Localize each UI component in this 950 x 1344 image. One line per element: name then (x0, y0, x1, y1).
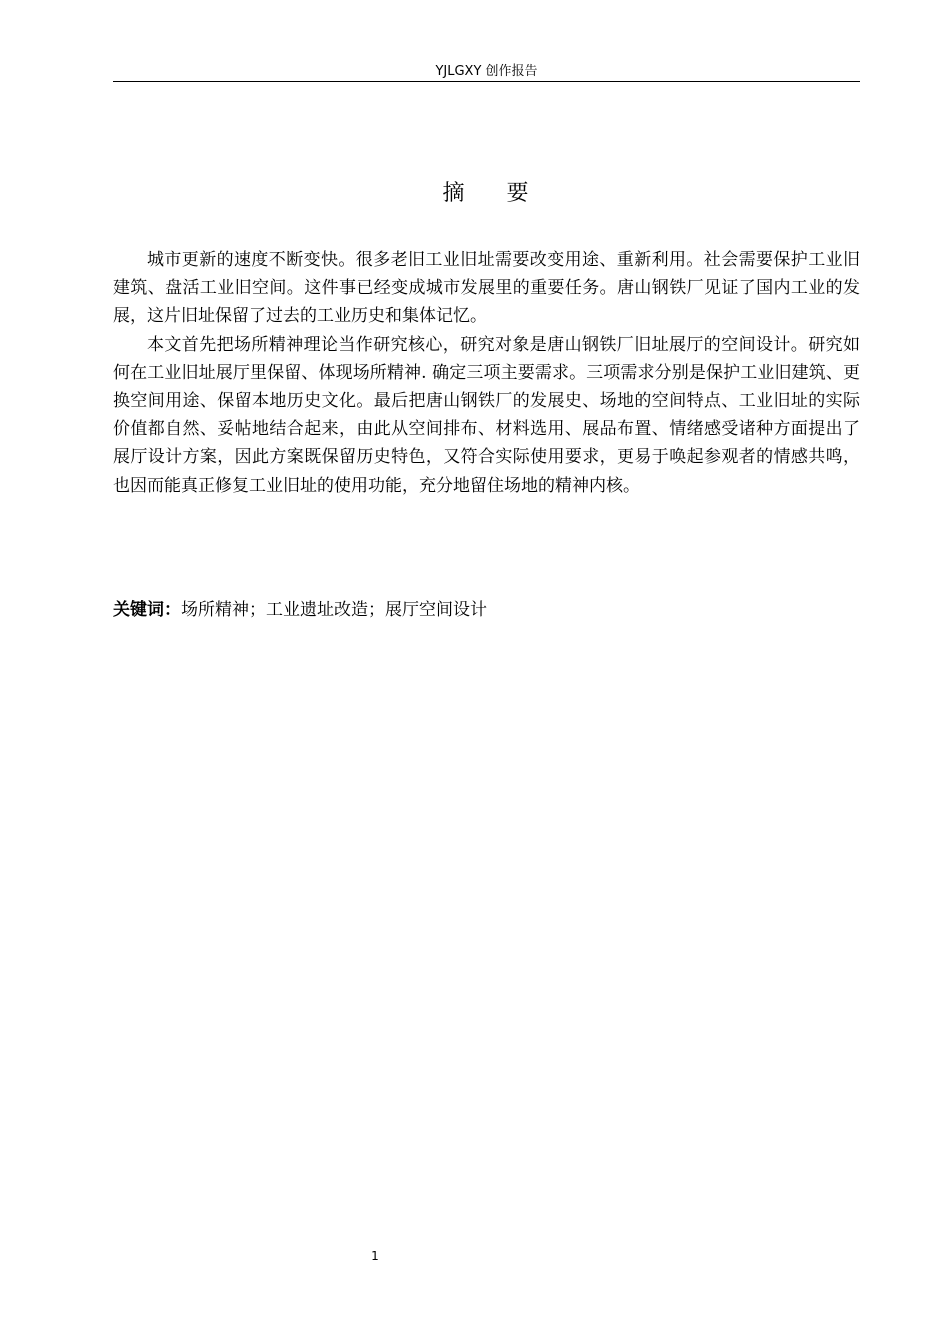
keywords-text: 场所精神；工业遗址改造；展厅空间设计 (181, 600, 487, 620)
header-rule (113, 81, 860, 82)
abstract-body (113, 246, 860, 500)
keywords-label: 关键词： (113, 600, 181, 620)
abstract-title (113, 178, 860, 210)
abstract-title-char-2: 要 (506, 181, 531, 206)
page-number: 1 (371, 1249, 379, 1263)
running-header: YJLGXY 创作报告 (435, 64, 538, 79)
keywords-line (113, 597, 860, 623)
abstract-paragraph-1: 城市更新的速度不断变快。很多老旧工业旧址需要改变用途、重新利用。社会需要保护工业旧建筑、盘活工业旧空间。这件事已经变成城市发展里的重要任务。唐山钢铁厂见证了国内工业的发展，这片旧址保留了过去的工业历史和集体记忆。 (113, 250, 860, 327)
abstract-title-char-1: 摘 (442, 181, 467, 206)
abstract-paragraph-2: 本文首先把场所精神理论当作研究核心，研究对象是唐山钢铁厂旧址展厅的空间设计。研究如何在工业旧址展厅里保留、体现场所精神. 确定三项主要需求。三项需求分别是保护工业旧建筑、更换空间用途、保留本地历史文化。最后把唐山钢铁厂的发展史、场地的空间特点、工业旧址的实际价值都自然、妥帖地结合起来，由此从空间排布、材料选用、展品布置、情绪感受诸种方面提出了展厅设计方案，因此方案既保留历史特色，又符合实际使用要求，更易于唤起参观者的情感共鸣，也因而能真正修复工业旧址的使用功能，充分地留住场地的精神内核。 (113, 334, 860, 496)
